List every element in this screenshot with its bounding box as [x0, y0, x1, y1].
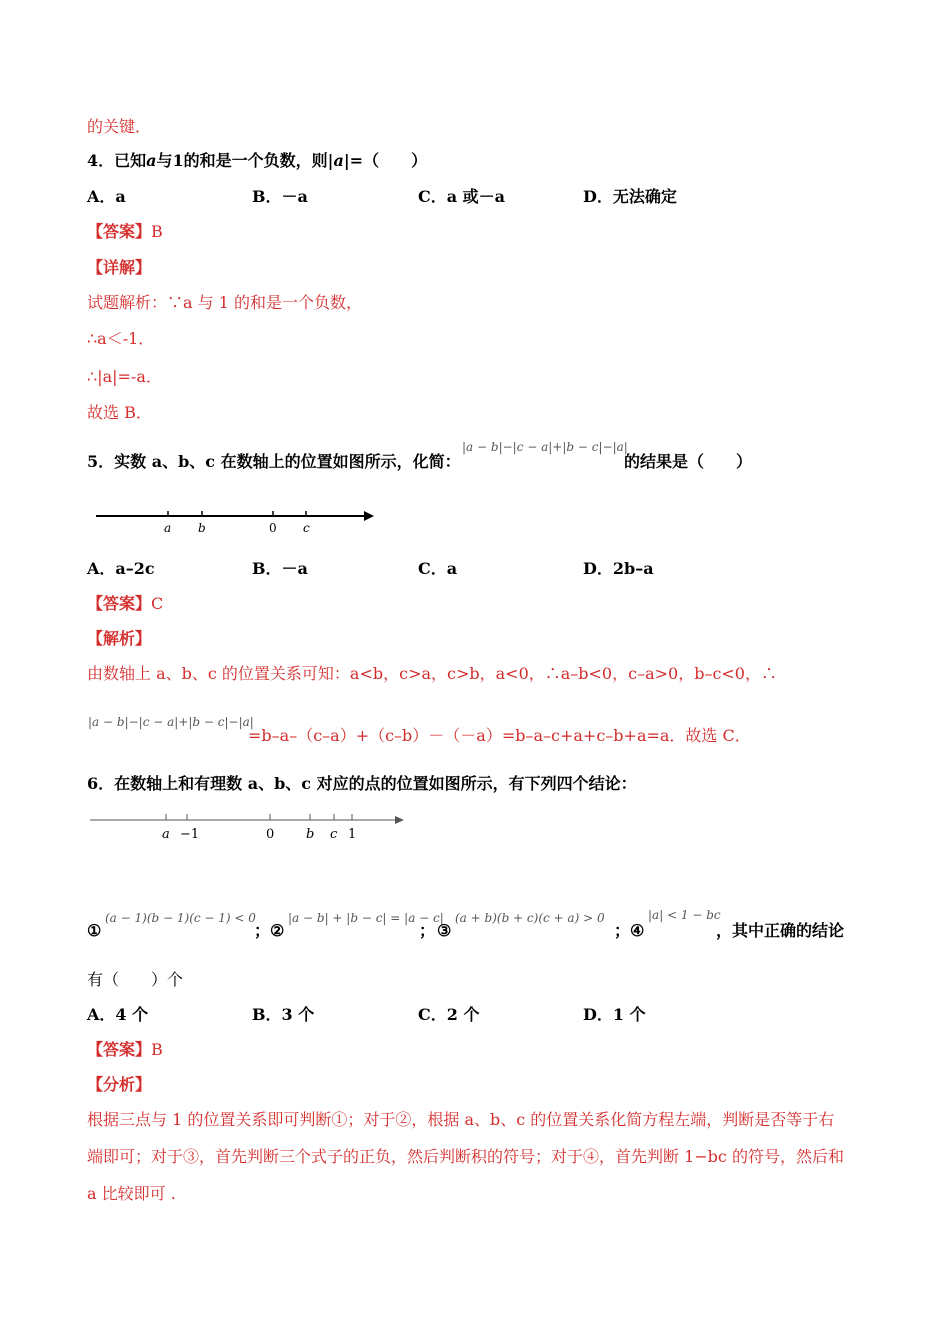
conclusion-2-mark: ②	[270, 921, 285, 940]
axis-label-minus-one: −1	[180, 827, 200, 842]
q6-stem-2: 有（ ）个	[87, 970, 184, 989]
q5-analysis-expression: |a − b|−|c − a|+|b − c|−|a|	[88, 715, 254, 729]
q5-option-a: A．a–2c	[87, 559, 155, 578]
q4-option-d: D．无法确定	[583, 187, 677, 206]
q4-detail-line-2: ∴a＜-1．	[87, 329, 155, 348]
q6-analysis-line-3: a 比较即可 .	[87, 1184, 176, 1203]
q6-option-c: C．2 个	[418, 1005, 480, 1024]
q6-option-b: B．3 个	[252, 1005, 315, 1024]
q6-answer: 【答案】B	[87, 1040, 163, 1059]
q5-option-c: C．a	[418, 559, 458, 578]
axis-label-b: b	[198, 521, 206, 535]
axis-label-a: a	[162, 827, 170, 842]
q4-stem: 4．已知a与1的和是一个负数，则|a|=（ ）	[87, 151, 428, 170]
conclusion-sep-1: ；	[254, 921, 271, 940]
q5-stem-post: 的结果是（ ）	[624, 452, 753, 471]
q5-analysis-line-2: =b–a–（c–a）+（c–b）－（－a）=b–a–c+a+c–b+a=a．故选 C．	[248, 726, 751, 745]
conclusion-1-mark: ①	[87, 921, 102, 940]
axis-label-one: 1	[348, 827, 357, 842]
conclusion-1-expression: (a − 1)(b − 1)(c − 1) < 0	[105, 911, 256, 925]
q6-analysis-label: 【分析】	[87, 1075, 152, 1094]
conclusion-4-expression: |a| < 1 − bc	[648, 908, 721, 922]
q5-option-d: D．2b–a	[583, 559, 654, 578]
conclusion-3-expression: (a + b)(b + c)(c + a) > 0	[455, 911, 605, 925]
conclusion-3-mark: ③	[437, 921, 452, 940]
axis-label-c: c	[303, 521, 310, 535]
q6-number-line	[86, 808, 416, 848]
q4-option-b: B．－a	[252, 187, 308, 206]
axis-label-zero: 0	[266, 827, 275, 842]
q5-option-b: B．－a	[252, 559, 308, 578]
q4-option-c: C．a 或－a	[418, 187, 506, 206]
conclusion-sep-3: ；	[614, 921, 631, 940]
q6-analysis-line-1: 根据三点与 1 的位置关系即可判断①；对于②，根据 a、b、c 的位置关系化简方程左端，判断是否等于右	[87, 1110, 835, 1129]
q4-detail-line-4: 故选 B．	[87, 403, 152, 422]
q5-analysis-label: 【解析】	[87, 629, 152, 648]
q6-analysis-line-2: 端即可；对于③，首先判断三个式子的正负，然后判断积的符号；对于④，首先判断 1−bc 的符号，然后和	[87, 1147, 844, 1166]
axis-label-b: b	[306, 827, 315, 842]
q5-stem-pre: 5．实数 a、b、c 在数轴上的位置如图所示，化简：	[87, 452, 461, 471]
q5-number-line	[90, 500, 390, 540]
q6-option-a: A．4 个	[87, 1005, 149, 1024]
axis-label-zero: 0	[269, 521, 277, 535]
q4-detail-line-1: 试题解析：∵a 与 1 的和是一个负数，	[87, 293, 362, 312]
q6-stem: 6．在数轴上和有理数 a、b、c 对应的点的位置如图所示，有下列四个结论：	[87, 774, 637, 793]
conclusion-4-mark: ④	[630, 921, 645, 940]
conclusion-tail: ，其中正确的结论	[716, 921, 845, 940]
q5-analysis-line-1: 由数轴上 a、b、c 的位置关系可知：a<b，c>a，c>b，a<0，∴a–b<0，c–a>0，b–c<0，∴	[87, 664, 777, 683]
axis-label-a: a	[164, 521, 172, 535]
q5-stem-expression: |a − b|−|c − a|+|b − c|−|a|	[462, 440, 628, 454]
q6-option-d: D．1 个	[583, 1005, 646, 1024]
q4-answer: 【答案】B	[87, 222, 163, 241]
intro-tail: 的关键．	[87, 117, 152, 136]
axis-label-c: c	[330, 827, 338, 842]
q4-option-a: A．a	[87, 187, 126, 206]
q4-detail-line-3: ∴|a|=-a．	[87, 367, 162, 386]
q5-answer: 【答案】C	[87, 594, 164, 613]
q4-detail-label: 【详解】	[87, 258, 152, 277]
conclusion-sep-2: ；	[419, 921, 436, 940]
conclusion-2-expression: |a − b| + |b − c| = |a − c|	[288, 911, 444, 925]
